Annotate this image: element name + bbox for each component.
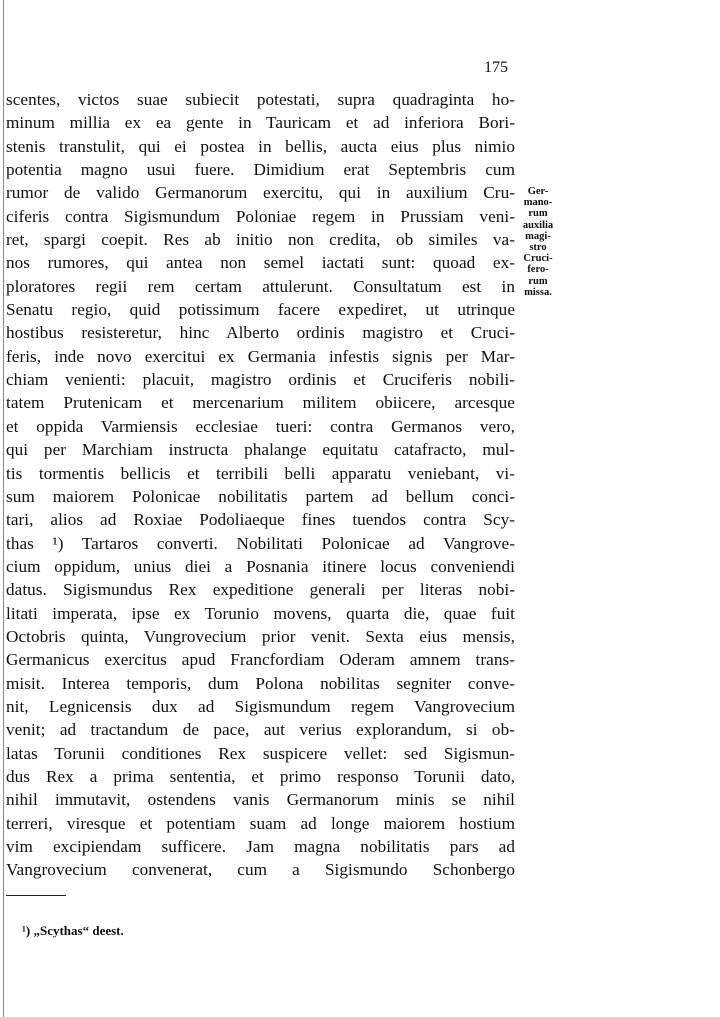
footnote-divider — [6, 895, 66, 896]
text-line: scentes, victos suae subiecit potestati, supra quadraginta ho- — [6, 90, 515, 109]
text-line: Germanicus exercitus apud Francfordiam Oderam amnem trans- — [6, 650, 515, 670]
text-line: Vangrovecium convenerat, cum a Sigismundo Schonbergo — [6, 860, 515, 880]
text-line: tatem Prutenicam et mercenarium militem obiicere, arcesque — [6, 393, 515, 413]
margin-note-line: Cruci- — [523, 253, 553, 265]
body-text — [6, 88, 515, 882]
text-line: litati imperata, ipse ex Torunio movens, quarta die, quae fuit — [6, 603, 515, 623]
text-line: nit, Legnicensis dux ad Sigismundum regem Vangrovecium — [6, 696, 515, 716]
text-line: minum millia ex ea gente in Tauricam et ad inferiora Bori- — [6, 113, 515, 133]
text-line: latas Torunii conditiones Rex suspicere vellet: sed Sigismun- — [6, 743, 515, 763]
text-line: Senatu regio, quid potissimum facere expediret, ut utrinque — [6, 300, 515, 320]
text-line: nihil immutavit, ostendens vanis Germanorum minis se nihil — [6, 790, 515, 810]
margin-note-line: Ger- — [527, 186, 549, 197]
text-line: terreri, viresque et potentiam suam ad longe maiorem hostium — [6, 813, 515, 833]
text-line: sum maiorem Polonicae nobilitatis partem ad bellum conci- — [6, 486, 515, 506]
text-line: et oppida Varmiensis ecclesiae tueri: contra Germanos vero, — [6, 416, 515, 436]
text-line: thas ¹) Tartaros converti. Nobilitati Polonicae ad Vangrove- — [6, 533, 515, 553]
margin-note — [515, 186, 561, 298]
text-line: rumor de valido Germanorum exercitu, qui in auxilium Cru- — [6, 183, 515, 203]
footnote: ¹) „Scythas“ deest. — [22, 923, 124, 938]
margin-note-line: rum — [528, 275, 548, 287]
margin-note-line: stro — [529, 241, 547, 253]
text-line: ciferis contra Sigismundum Poloniae regem in Prussiam veni- — [6, 206, 515, 226]
text-line: feris, inde novo exercitui ex Germania infestis signis per Mar- — [6, 346, 515, 366]
text-line: tis tormentis bellicis et terribili belli apparatu veniebant, vi- — [6, 463, 515, 483]
margin-note-line: magi- — [525, 230, 551, 242]
text-line: tari, alios ad Roxiae Podoliaeque fines tuendos contra Scy- — [6, 510, 515, 530]
text-line: hostibus resisteretur, hinc Alberto ordinis magistro et Cruci- — [6, 323, 515, 343]
margin-note-line: missa. — [524, 286, 552, 298]
text-line: vim excipiendam sufficere. Jam magna nobilitatis pars ad — [6, 837, 515, 856]
text-line: potentia magno usui fuere. Dimidium erat Septembris cum — [6, 160, 515, 180]
text-line: qui per Marchiam instructa phalange equitatu catafracto, mul- — [6, 440, 515, 460]
text-line: venit; ad tractandum de pace, aut verius explorandum, si ob- — [6, 720, 515, 740]
text-line: Octobris quinta, Vungrovecium prior venit. Sexta eius mensis, — [6, 626, 515, 646]
margin-note-line: rum — [528, 208, 548, 220]
text-line: chiam venienti: placuit, magistro ordinis et Cruciferis nobili- — [6, 370, 515, 390]
text-line: nos rumores, qui antea non semel iactati sunt: quoad ex- — [6, 253, 515, 273]
text-line: datus. Sigismundus Rex expeditione generali per literas nobi- — [6, 580, 515, 600]
margin-note-line: auxilia — [522, 219, 554, 231]
page-number: 175 — [484, 59, 508, 76]
margin-note-line: mano- — [523, 197, 553, 209]
text-line: ploratores regii rem certam attulerunt. Consultatum est in — [6, 276, 515, 296]
text-line: cium oppidum, unius diei a Posnania itinere locus conveniendi — [6, 556, 515, 576]
text-line: dus Rex a prima sententia, et primo responso Torunii dato, — [6, 766, 515, 786]
text-line: ret, spargi coepit. Res ab initio non credita, ob similes va- — [6, 230, 515, 250]
margin-note-line: fero- — [527, 264, 549, 276]
page-edge-line — [3, 0, 4, 1017]
text-line: misit. Interea temporis, dum Polona nobilitas segniter conve- — [6, 673, 515, 693]
text-line: stenis transtulit, qui ei postea in bellis, aucta eius plus nimio — [6, 136, 515, 156]
